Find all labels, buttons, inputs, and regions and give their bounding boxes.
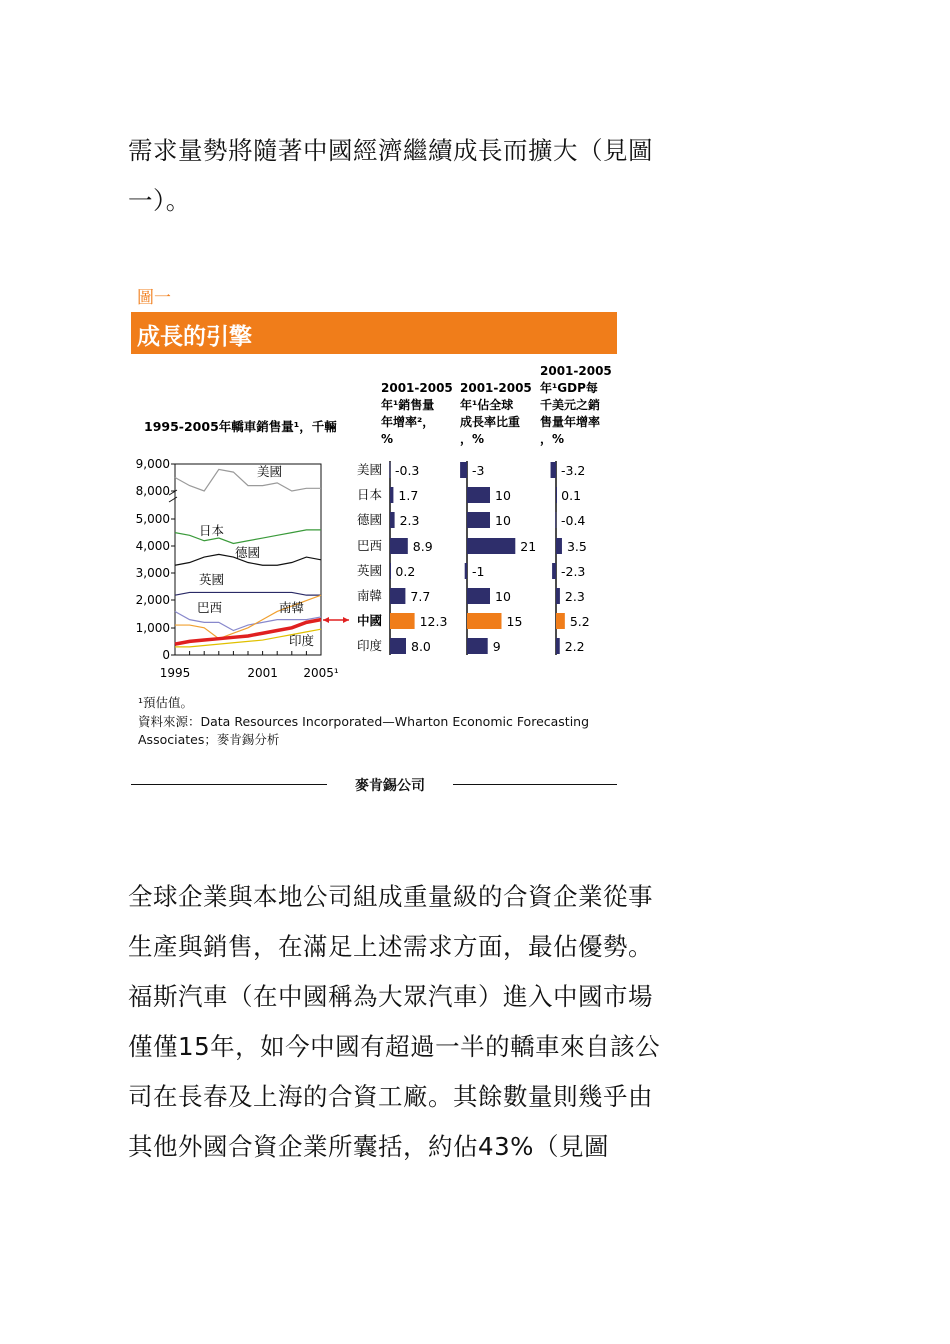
bar	[390, 638, 406, 654]
axis-break-mark	[169, 490, 177, 502]
bar	[556, 588, 560, 604]
col-header-1: 2001-2005 年¹銷售量年增率²，%	[381, 381, 453, 446]
bar-value-label: -0.3	[395, 463, 420, 478]
bar	[467, 588, 490, 604]
bar	[556, 538, 562, 554]
bar-value-label: 3.5	[566, 539, 587, 554]
bar	[467, 487, 490, 503]
bar	[390, 538, 408, 554]
series-line	[175, 592, 321, 595]
arrow-head	[323, 617, 329, 623]
country-label: 英國	[356, 563, 382, 578]
bar	[390, 588, 405, 604]
y-tick-label: 1,000	[135, 621, 170, 635]
bar	[390, 512, 395, 528]
series-label: 巴西	[197, 600, 223, 615]
series-label: 美國	[257, 464, 283, 479]
bar	[389, 462, 390, 478]
bar	[556, 613, 565, 629]
bar	[390, 613, 415, 629]
bar-value-label: 10	[495, 488, 511, 503]
bar-value-label: 9	[492, 639, 501, 654]
country-label: 美國	[356, 462, 382, 477]
bar-value-label: 21	[520, 539, 537, 554]
bar	[467, 538, 515, 554]
y-tick-label: 8,000	[135, 484, 170, 498]
bar-value-label: 10	[495, 513, 511, 528]
x-tick-label: 1995	[159, 666, 191, 680]
bar-value-label: 12.3	[419, 614, 448, 629]
country-label: 德國	[356, 512, 382, 527]
country-label: 南韓	[356, 588, 382, 603]
country-label: 巴西	[356, 538, 382, 553]
bar	[467, 613, 502, 629]
series-label: 日本	[199, 523, 225, 538]
bar-value-label: 8.0	[411, 639, 431, 654]
bar-value-label: -2.3	[561, 564, 586, 579]
bar-value-label: 8.9	[412, 539, 433, 554]
bar	[390, 487, 393, 503]
x-tick-label: 2005¹	[303, 666, 339, 680]
bar	[551, 462, 556, 478]
bar-value-label: -1	[472, 564, 485, 579]
bar	[465, 563, 467, 579]
footnote-estimate: ¹預估值。	[138, 695, 194, 710]
bar-value-label: 10	[495, 589, 511, 604]
company-name: 麥肯錫公司	[355, 778, 425, 794]
bar-value-label: -3.2	[561, 463, 586, 478]
y-tick-label: 9,000	[135, 457, 170, 471]
line-chart-title: 1995-2005年轎車銷售量¹，千輛	[144, 419, 337, 434]
bar-value-label: 1.7	[398, 488, 419, 503]
bar	[555, 512, 556, 528]
bar	[460, 462, 467, 478]
bar-value-label: -3	[472, 463, 485, 478]
y-tick-label: 3,000	[135, 566, 170, 580]
line-plot	[136, 457, 349, 680]
country-label: 日本	[356, 487, 382, 502]
divider-right	[453, 784, 617, 785]
y-tick-label: 4,000	[135, 539, 170, 553]
bar	[467, 638, 488, 654]
y-tick-label: 5,000	[135, 512, 170, 526]
series-label: 印度	[289, 633, 315, 648]
series-line	[175, 530, 321, 544]
series-label: 德國	[235, 545, 261, 560]
bar	[552, 563, 556, 579]
arrow-head	[343, 617, 349, 623]
intro-paragraph: 需求量勢將隨著中國經濟繼續成長而擴大（見圖一）。	[128, 136, 653, 215]
body-paragraph: 全球企業與本地公司組成重量級的合資企業從事生產與銷售，在滿足上述需求方面，最佔優勢。福斯汽車（在中國稱為大眾汽車）進入中國市場僅僅15年，如今中國有超過一半的轎車來自該公司在長春及上海的合資工廠。其餘數量則幾乎由其他外國合資企業所囊括，約佔43%（見圖	[128, 882, 661, 1161]
bar	[467, 512, 490, 528]
bar-value-label: 2.3	[399, 513, 420, 528]
footnote-source: 資料來源：Data Resources Incorporated—Wharton Economic Forecasting Associates；麥肯錫分析	[138, 714, 590, 747]
bar-value-label: -0.4	[561, 513, 586, 528]
col-header-2: 2001-2005 年¹佔全球成長率比重，%	[460, 381, 532, 446]
col-header-3: 2001-2005 年¹GDP每千美元之銷售量年增率，%	[540, 364, 612, 446]
bar-value-label: 5.2	[569, 614, 590, 629]
figure-label: 圖一	[137, 288, 171, 308]
country-label: 印度	[356, 638, 382, 653]
bar-value-label: 0.2	[395, 564, 416, 579]
bar	[556, 487, 557, 503]
bar	[556, 638, 560, 654]
country-label: 中國	[356, 613, 382, 628]
series-line	[175, 469, 321, 491]
bar-value-label: 2.3	[564, 589, 585, 604]
figure-title: 成長的引擎	[137, 324, 252, 350]
y-tick-label: 0	[162, 648, 170, 662]
divider-left	[131, 784, 327, 785]
bar	[390, 563, 391, 579]
bar-value-label: 7.7	[410, 589, 431, 604]
figure-title-banner	[131, 312, 617, 354]
column-headers	[381, 364, 612, 446]
x-tick-label: 2001	[247, 666, 278, 680]
bar-value-label: 15	[506, 614, 523, 629]
y-tick-label: 2,000	[135, 593, 170, 607]
bar-plot	[357, 461, 590, 655]
bar-value-label: 0.1	[561, 488, 582, 503]
series-label: 英國	[199, 572, 225, 587]
bar-value-label: 2.2	[564, 639, 585, 654]
series-label: 南韓	[279, 600, 305, 615]
growth-engine-chart	[131, 355, 621, 693]
